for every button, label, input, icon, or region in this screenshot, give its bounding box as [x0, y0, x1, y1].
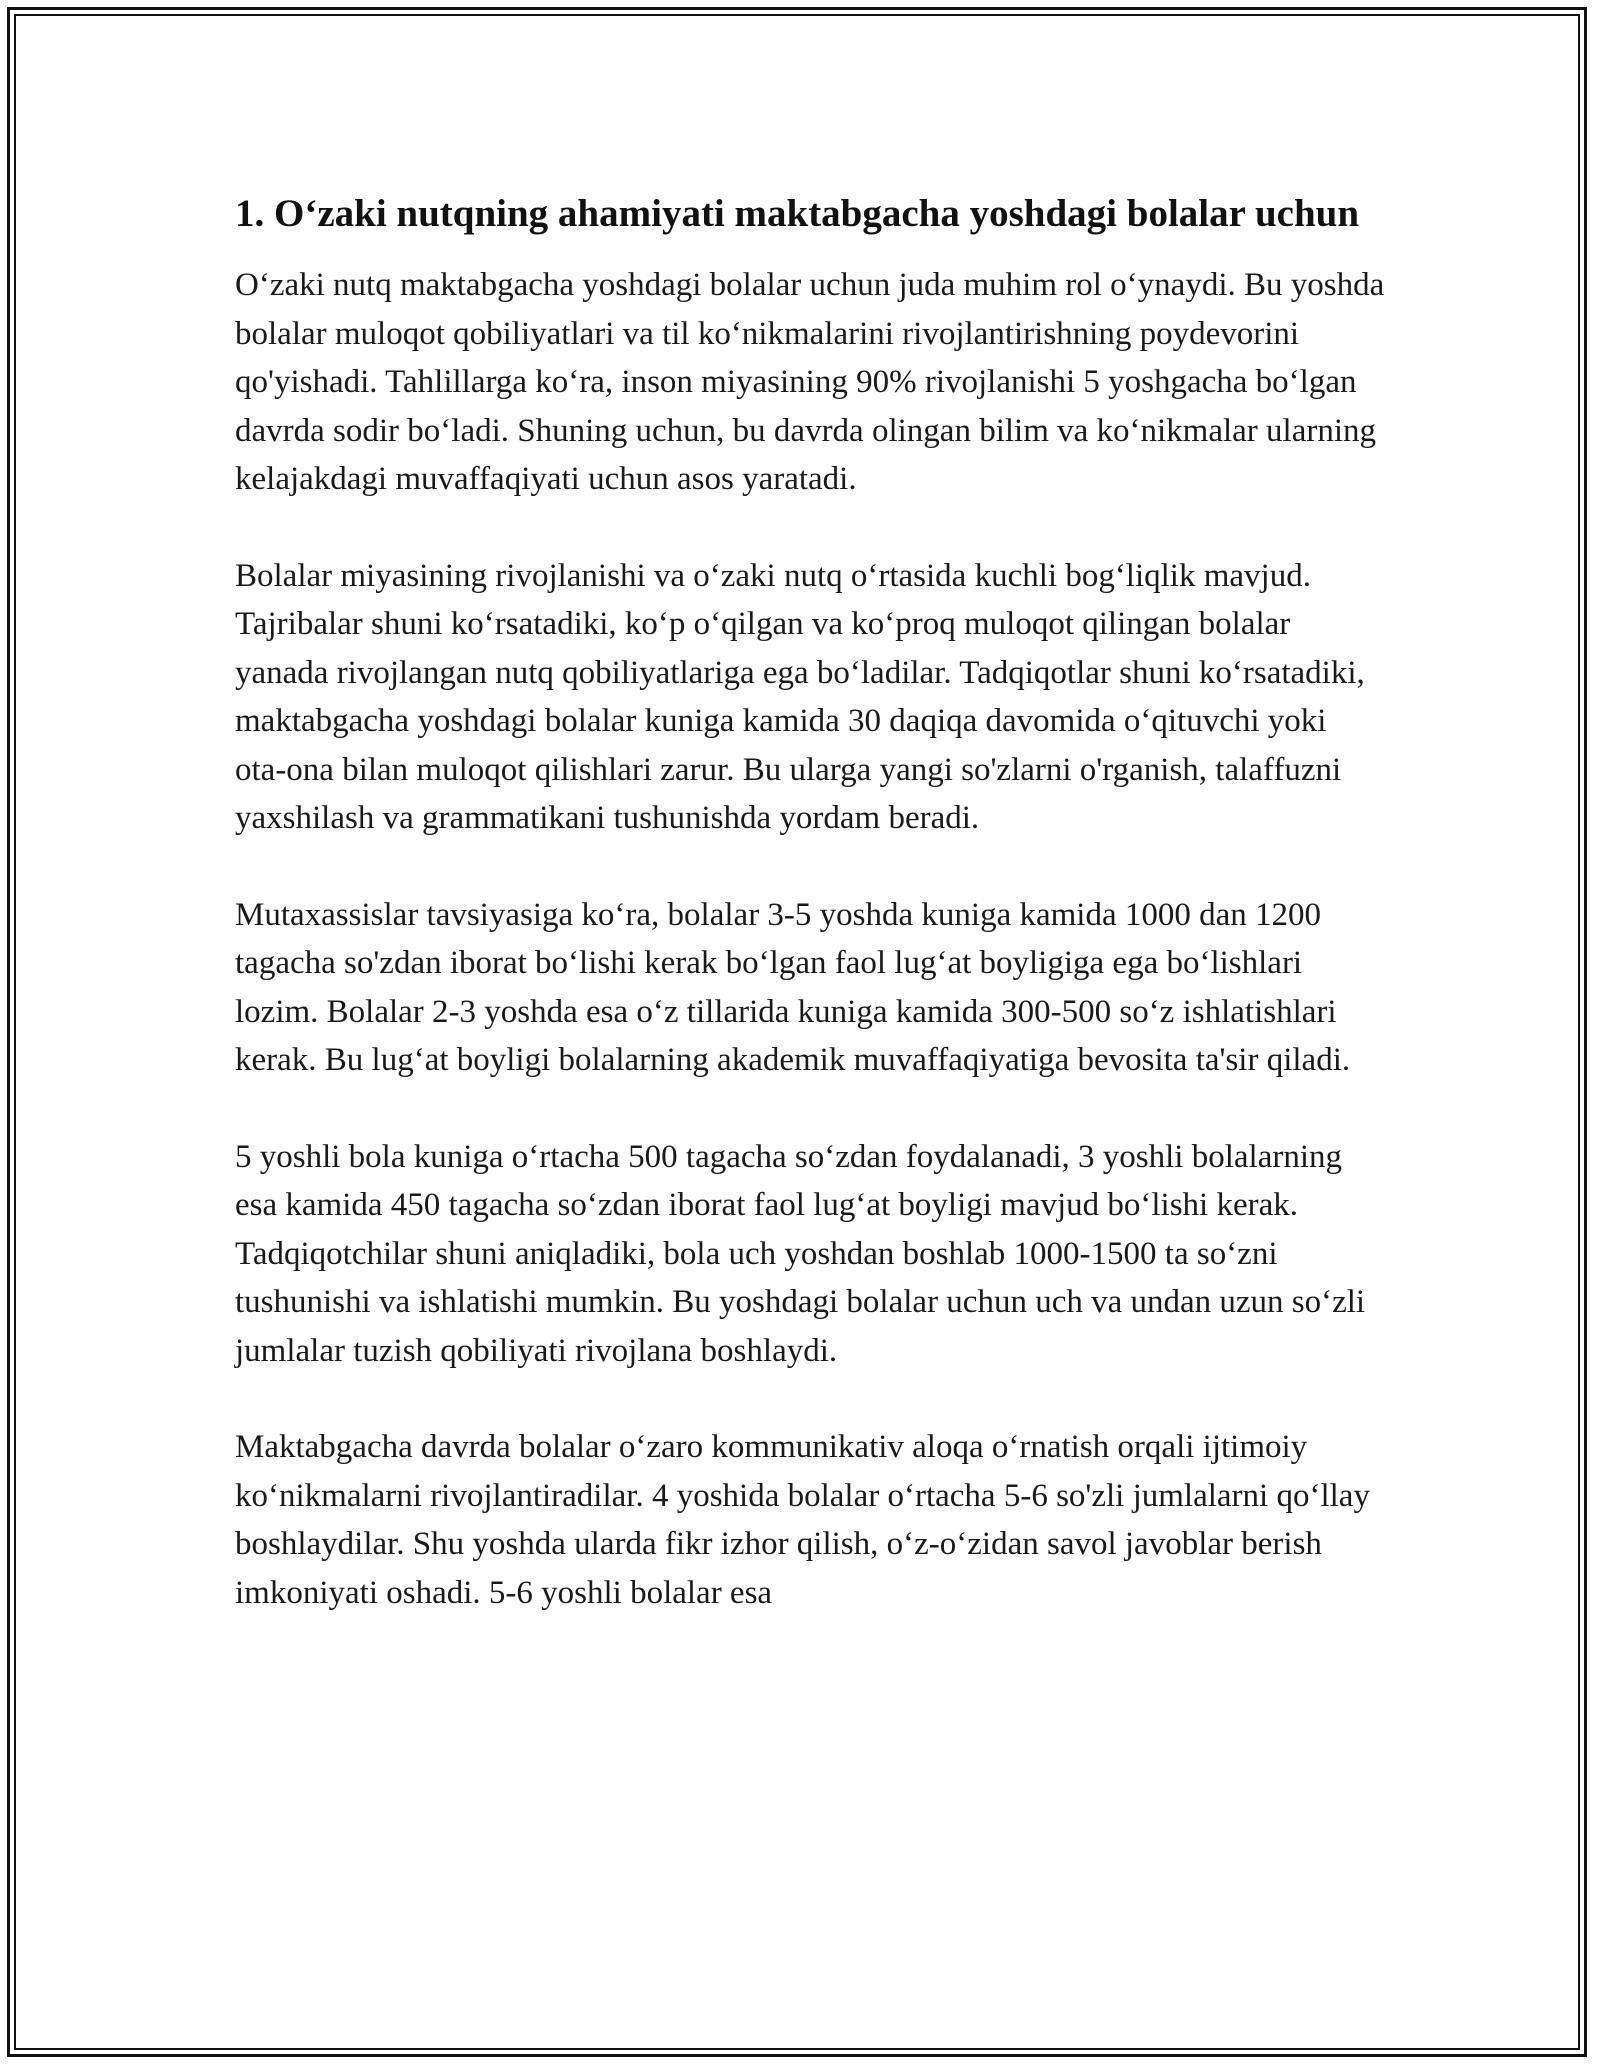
paragraph-5: Maktabgacha davrda bolalar oʻzaro kommunikativ aloqa oʻrnatish orqali ijtimoiy koʻnikmalarni rivojlantiradilar. 4 yoshida bolalar oʻrtacha 5-6 so'zli jumlalarni qoʻllay boshlaydilar. Shu yoshda ularda fikr izhor qilish, oʻz-oʻzidan savol javoblar berish imkoniyati oshadi. 5-6 yoshli bolalar esa [235, 1429, 1370, 1611]
paragraph-1: Oʻzaki nutq maktabgacha yoshdagi bolalar uchun juda muhim rol oʻynaydi. Bu yoshda bolalar muloqot qobiliyatlari va til koʻnikmalarini rivojlantirishning poydevorini qo'yishadi. Tahlillarga koʻra, inson miyasining 90% rivojlanishi 5 yoshgacha boʻlgan davrda sodir boʻladi. Shuning uchun, bu davrda olingan bilim va koʻnikmalar ularning kelajakdagi muvaffaqiyati uchun asos yaratadi. [235, 267, 1385, 497]
paragraph-2: Bolalar miyasining rivojlanishi va oʻzaki nutq oʻrtasida kuchli bogʻliqlik mavjud. Tajribalar shuni koʻrsatadiki, koʻp oʻqilgan va koʻproq muloqot qilingan bolalar yanada rivojlangan nutq qobiliyatlariga ega boʻladilar. Tadqiqotlar shuni koʻrsatadiki, maktabgacha yoshdagi bolalar kuniga kamida 30 daqiqa davomida oʻqituvchi yoki ota-ona bilan muloqot qilishlari zarur. Bu ularga yangi so'zlarni o'rganish, talaffuzni yaxshilash va grammatikani tushunishda yordam beradi. [235, 557, 1365, 836]
document-body [235, 186, 1385, 1665]
section-heading: 1. Oʻzaki nutqning ahamiyati maktabgacha yoshdagi bolalar uchun [235, 192, 1360, 235]
paragraph-3: Mutaxassislar tavsiyasiga koʻra, bolalar 3-5 yoshda kuniga kamida 1000 dan 1200 tagacha so'zdan iborat boʻlishi kerak boʻlgan faol lugʻat boyligiga ega boʻlishlari lozim. Bolalar 2-3 yoshda esa oʻz tillarida kuniga kamida 300-500 soʻz ishlatishlari kerak. Bu lugʻat boyligi bolalarning akademik muvaffaqiyatiga bevosita ta'sir qiladi. [235, 896, 1351, 1078]
paragraph-4: 5 yoshli bola kuniga oʻrtacha 500 tagacha soʻzdan foydalanadi, 3 yoshli bolalarning esa kamida 450 tagacha soʻzdan iborat faol lugʻat boyligi mavjud boʻlishi kerak. Tadqiqotchilar shuni aniqladiki, bola uch yoshdan boshlab 1000-1500 ta soʻzni tushunishi va ishlatishi mumkin. Bu yoshdagi bolalar uchun uch va undan uzun soʻzli jumlalar tuzish qobiliyati rivojlana boshlaydi. [235, 1138, 1366, 1369]
